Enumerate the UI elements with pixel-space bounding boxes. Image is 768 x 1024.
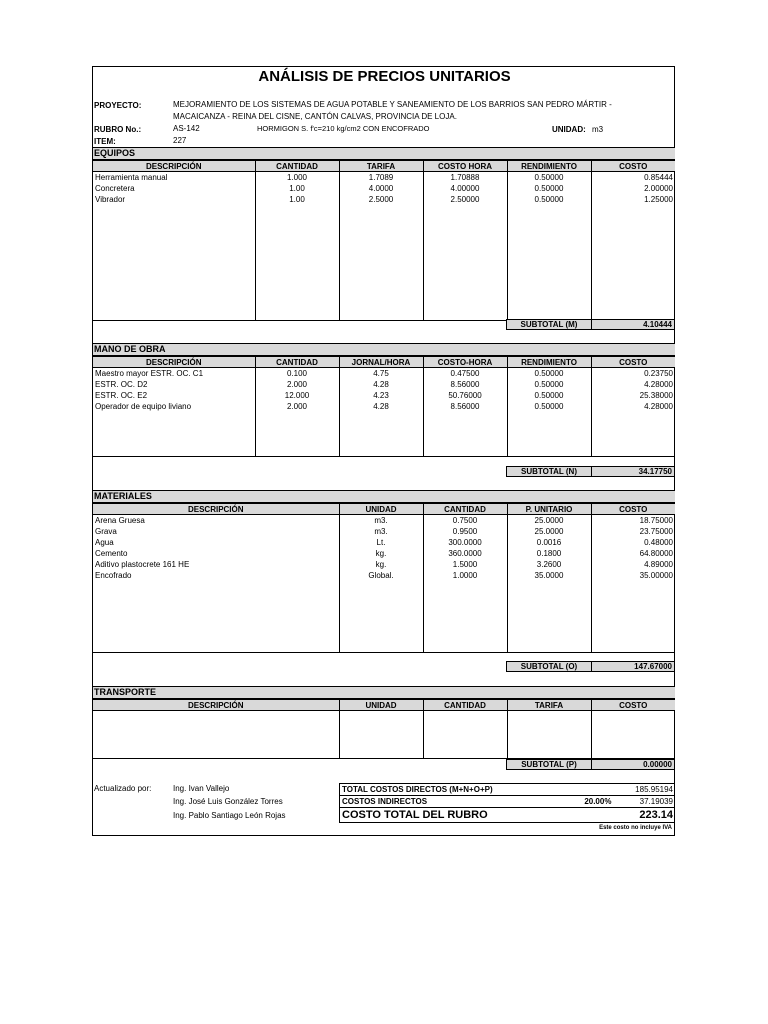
cell: 0.100	[255, 368, 339, 380]
cell: 0.48000	[591, 537, 675, 548]
cell: 0.7500	[423, 515, 507, 527]
cell: Grava	[93, 526, 339, 537]
cell: 1.0000	[423, 570, 507, 581]
subtotal-value: 4.10444	[592, 320, 674, 329]
subtotal-value: 147.67000	[592, 662, 674, 671]
subtotal-label: SUBTOTAL (P)	[507, 760, 592, 769]
item-label: ITEM:	[94, 137, 116, 146]
total-rubro-row	[340, 808, 676, 823]
table-row	[93, 183, 675, 194]
subtotal-materiales	[506, 661, 675, 672]
col-cantidad: CANTIDAD	[255, 357, 339, 368]
totals-table	[339, 783, 675, 823]
cell: 4.28	[339, 379, 423, 390]
total-directos-label: TOTAL COSTOS DIRECTOS (M+N+O+P)	[340, 784, 568, 796]
table-row	[93, 548, 675, 559]
col-cantidad: CANTIDAD	[423, 700, 507, 711]
cell: Encofrado	[93, 570, 339, 581]
table-row	[93, 559, 675, 570]
cell: Aditivo plastocrete 161 HE	[93, 559, 339, 570]
col-costo: COSTO	[591, 357, 675, 368]
col-costo: COSTO	[591, 700, 675, 711]
subtotal-transporte	[506, 759, 675, 770]
cell: 360.0000	[423, 548, 507, 559]
col-costo: COSTO	[591, 161, 675, 172]
page-title: ANÁLISIS DE PRECIOS UNITARIOS	[258, 68, 511, 85]
cell: 2.000	[255, 379, 339, 390]
filler-row	[93, 581, 675, 653]
cell: 1.00	[255, 194, 339, 205]
cell: ESTR. OC. D2	[93, 379, 255, 390]
cell: 35.0000	[507, 570, 591, 581]
mano-obra-header-row	[93, 357, 675, 368]
cell: 2.50000	[423, 194, 507, 205]
cell: 1.5000	[423, 559, 507, 570]
table-row	[93, 172, 675, 184]
filler-row	[93, 711, 675, 759]
col-rendimiento: RENDIMIENTO	[507, 357, 591, 368]
equipos-table	[93, 160, 675, 321]
cell: 4.89000	[591, 559, 675, 570]
cell: 0.85444	[591, 172, 675, 184]
filler-row	[93, 205, 675, 321]
cell: m3.	[339, 515, 423, 527]
cell: 0.9500	[423, 526, 507, 537]
equipos-header-row	[93, 161, 675, 172]
subtotal-label: SUBTOTAL (M)	[507, 320, 592, 329]
cell: 1.25000	[591, 194, 675, 205]
cell: 4.75	[339, 368, 423, 380]
cell: 0.50000	[507, 194, 591, 205]
table-row	[93, 194, 675, 205]
section-materiales: MATERIALES	[93, 490, 675, 503]
cell: 25.0000	[507, 515, 591, 527]
col-jornal-hora: JORNAL/HORA	[339, 357, 423, 368]
cell: 50.76000	[423, 390, 507, 401]
subtotal-value: 0.00000	[592, 760, 674, 769]
cell: 4.00000	[423, 183, 507, 194]
cell: 0.50000	[507, 401, 591, 412]
cell: 0.0016	[507, 537, 591, 548]
cell: 25.0000	[507, 526, 591, 537]
subtotal-label: SUBTOTAL (O)	[507, 662, 592, 671]
cell: 4.28	[339, 401, 423, 412]
cell: 0.50000	[507, 368, 591, 380]
col-rendimiento: RENDIMIENTO	[507, 161, 591, 172]
cell: 1.70888	[423, 172, 507, 184]
rubro-code: AS-142	[173, 124, 200, 133]
proyecto-line2: MACAICANZA - REINA DEL CISNE, CANTÓN CALVAS, PROVINCIA DE LOJA.	[173, 112, 457, 121]
rubro-desc: HORMIGON S. f'c=210 kg/cm2 CON ENCOFRADO	[257, 124, 430, 133]
cell: 0.50000	[507, 379, 591, 390]
subtotal-value: 34.17750	[592, 467, 674, 476]
cell: 0.1800	[507, 548, 591, 559]
transporte-header-row	[93, 700, 675, 711]
cell: 18.75000	[591, 515, 675, 527]
table-row	[93, 368, 675, 380]
cell: Maestro mayor ESTR. OC. C1	[93, 368, 255, 380]
cell: 0.50000	[507, 390, 591, 401]
table-row	[93, 570, 675, 581]
indirectos-row	[340, 796, 676, 808]
total-rubro-label: COSTO TOTAL DEL RUBRO	[340, 808, 614, 823]
col-unidad: UNIDAD	[339, 700, 423, 711]
cell: 1.00	[255, 183, 339, 194]
cell: Lt.	[339, 537, 423, 548]
cell: 0.23750	[591, 368, 675, 380]
cell: Herramienta manual	[93, 172, 255, 184]
total-directos-row	[340, 784, 676, 796]
table-row	[93, 537, 675, 548]
indirectos-pct: 20.00%	[568, 796, 614, 808]
col-cantidad: CANTIDAD	[255, 161, 339, 172]
col-descripcion: DESCRIPCIÓN	[93, 161, 255, 172]
cell: 0.50000	[507, 183, 591, 194]
proyecto-line1: MEJORAMIENTO DE LOS SISTEMAS DE AGUA POTABLE Y SANEAMIENTO DE LOS BARRIOS SAN PEDRO MÁRTIR -	[173, 100, 612, 109]
cell: 8.56000	[423, 401, 507, 412]
col-costo: COSTO	[591, 504, 675, 515]
cell: Cemento	[93, 548, 339, 559]
materiales-table	[93, 503, 675, 653]
indirectos-label: COSTOS INDIRECTOS	[340, 796, 568, 808]
cell: m3.	[339, 526, 423, 537]
cell: Operador de equipo liviano	[93, 401, 255, 412]
indirectos-value: 37.19039	[613, 796, 675, 808]
mano-obra-table	[93, 356, 675, 457]
col-descripcion: DESCRIPCIÓN	[93, 700, 339, 711]
cell: 12.000	[255, 390, 339, 401]
subtotal-label: SUBTOTAL (N)	[507, 467, 592, 476]
col-descripcion: DESCRIPCIÓN	[93, 504, 339, 515]
subtotal-mano-obra	[506, 466, 675, 477]
cell: Concretera	[93, 183, 255, 194]
col-tarifa: TARIFA	[507, 700, 591, 711]
col-costo-hora: COSTO-HORA	[423, 357, 507, 368]
autor-2: Ing. José Luis González Torres	[173, 797, 283, 806]
cell: 64.80000	[591, 548, 675, 559]
unidad-value: m3	[592, 125, 604, 134]
cell: Agua	[93, 537, 339, 548]
table-row	[93, 526, 675, 537]
col-costo-hora: COSTO HORA	[423, 161, 507, 172]
cell: ESTR. OC. E2	[93, 390, 255, 401]
cell: kg.	[339, 548, 423, 559]
autor-1: Ing. Ivan Vallejo	[173, 784, 230, 793]
item-value: 227	[173, 136, 187, 145]
cell: Arena Gruesa	[93, 515, 339, 527]
cell: 2.5000	[339, 194, 423, 205]
cell: 4.0000	[339, 183, 423, 194]
cell: 0.47500	[423, 368, 507, 380]
total-directos-value: 185.95194	[613, 784, 675, 796]
cell: kg.	[339, 559, 423, 570]
unidad-label: UNIDAD:	[552, 125, 586, 134]
cell: 4.23	[339, 390, 423, 401]
cell: 4.28000	[591, 401, 675, 412]
col-cantidad: CANTIDAD	[423, 504, 507, 515]
cell: 25.38000	[591, 390, 675, 401]
col-p-unitario: P. UNITARIO	[507, 504, 591, 515]
cell: Vibrador	[93, 194, 255, 205]
autor-3: Ing. Pablo Santiago León Rojas	[173, 811, 286, 820]
col-descripcion: DESCRIPCIÓN	[93, 357, 255, 368]
actualizado-label: Actualizado por:	[94, 784, 152, 793]
cell: 8.56000	[423, 379, 507, 390]
cell: Global.	[339, 570, 423, 581]
cell: 23.75000	[591, 526, 675, 537]
table-row	[93, 379, 675, 390]
cell: 2.00000	[591, 183, 675, 194]
cell: 1.7089	[339, 172, 423, 184]
subtotal-equipos	[506, 319, 675, 330]
cell: 300.0000	[423, 537, 507, 548]
col-tarifa: TARIFA	[339, 161, 423, 172]
col-unidad: UNIDAD	[339, 504, 423, 515]
filler-row	[93, 412, 675, 457]
apu-sheet	[92, 66, 675, 836]
cell: 0.50000	[507, 172, 591, 184]
table-row	[93, 515, 675, 527]
transporte-table	[93, 699, 675, 759]
materiales-header-row	[93, 504, 675, 515]
cell: 1.000	[255, 172, 339, 184]
iva-note: Este costo no incluye IVA	[599, 825, 672, 831]
total-rubro-value: 223.14	[613, 808, 675, 823]
section-transporte: TRANSPORTE	[93, 686, 675, 699]
section-equipos: EQUIPOS	[93, 147, 675, 160]
table-row	[93, 390, 675, 401]
cell: 2.000	[255, 401, 339, 412]
cell: 4.28000	[591, 379, 675, 390]
section-mano-obra: MANO DE OBRA	[93, 343, 675, 356]
proyecto-label: PROYECTO:	[94, 101, 142, 110]
rubro-label: RUBRO No.:	[94, 125, 142, 134]
cell: 35.00000	[591, 570, 675, 581]
cell: 3.2600	[507, 559, 591, 570]
table-row	[93, 401, 675, 412]
